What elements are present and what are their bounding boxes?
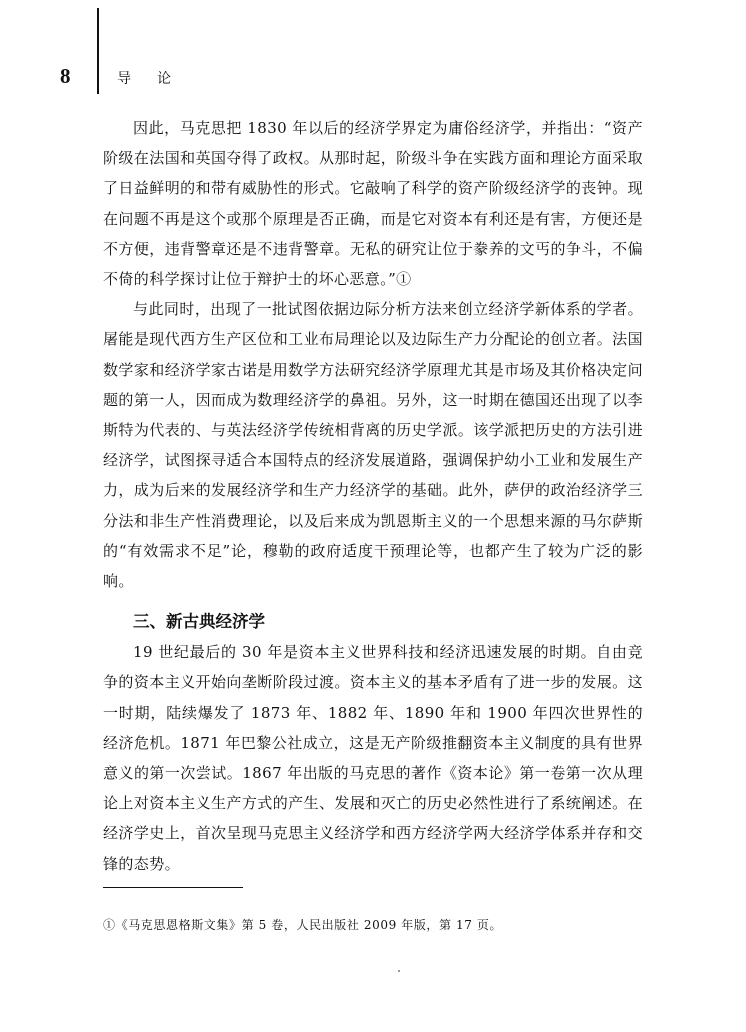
- paragraph-neoclassical: 19 世纪最后的 30 年是资本主义世界科技和经济迅速发展的时期。自由竞争的资本主义开始向垄断阶段过渡。资本主义的基本矛盾有了进一步的发展。这一时期，陆续爆发了 1873 年、1882 年、1890 年和 1900 年四次世界性的经济危机。1871 年巴黎公社成立，这是无产阶级推翻资本主义制度的具有世界意义的第一次尝试。1867 年出版的马克思的著作《资本论》第一卷第一次从理论上对资本主义生产方式的产生、发展和灭亡的历史必然性进行了系统阐述。在经济学史上，首次呈现马克思主义经济学和西方经济学两大经济学体系并存和交锋的态势。: [103, 643, 643, 873]
- footnote: ①《马克思恩格斯文集》第 5 卷，人民出版社 2009 年版，第 17 页。: [103, 918, 503, 932]
- running-title: 导论: [117, 71, 197, 87]
- paragraph-marginal-analysis: 与此同时，出现了一批试图依据边际分析方法来创立经济学新体系的学者。屠能是现代西方生产区位和工业布局理论以及边际生产力分配论的创立者。法国数学家和经济学家古诺是用数学方法研究经济学原理尤其是市场及其价格决定问题的第一人，因而成为数理经济学的鼻祖。另外，这一时期在德国还出现了以李斯特为代表的、与英法经济学传统相背离的历史学派。该学派把历史的方法引进经济学，试图探寻适合本国特点的经济发展道路，强调保护幼小工业和发展生产力，成为后来的发展经济学和生产力经济学的基础。此外，萨伊的政治经济学三分法和非生产性消费理论，以及后来成为凯恩斯主义的一个思想来源的马尔萨斯的“有效需求不足”论，穆勒的政府适度干预理论等，也都产生了较为广泛的影响。: [103, 300, 643, 591]
- page-number: 8: [60, 64, 71, 88]
- paragraph-marx-vulgar-economics: 因此，马克思把 1830 年以后的经济学界定为庸俗经济学，并指出：“资产阶级在法国和英国夺得了政权。从那时起，阶级斗争在实践方面和理论方面采取了日益鲜明的和带有威胁性的形式。它敲响了科学的资产阶级经济学的丧钟。现在问题不再是这个或那个原理是否正确，而是它对资本有利还是有害，方便还是不方便，违背警章还是不违背警章。无私的研究让位于豢养的文丐的争斗，不偏不倚的科学探讨让位于辩护士的坏心恶意。”①: [103, 119, 643, 289]
- section-heading: 三、新古典经济学: [133, 612, 265, 632]
- header-rule: [97, 8, 99, 94]
- scan-speck: [398, 970, 400, 972]
- body-text: [103, 113, 643, 879]
- footnote-rule: [103, 887, 243, 888]
